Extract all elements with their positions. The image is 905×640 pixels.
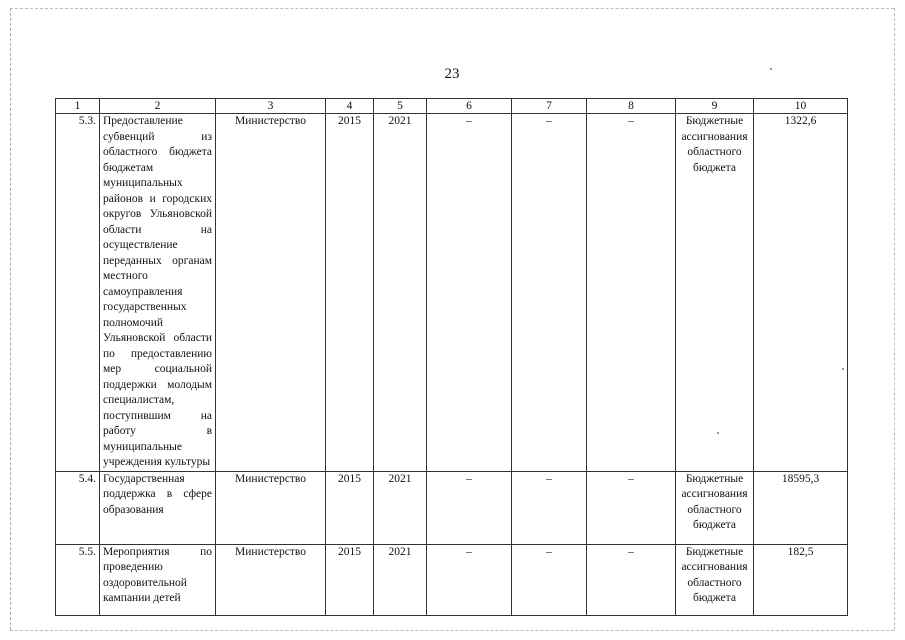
column-header: 7 [512,99,587,114]
funding-source: Бюджетные ассигнования областного бюджета [676,114,754,472]
row-number: 5.3. [56,114,100,472]
funding-source: Бюджетные ассигнования областного бюджета [676,471,754,544]
end-year: 2021 [374,114,427,472]
column-header: 2 [100,99,216,114]
scan-edge-right [894,8,895,630]
executor: Министерство [216,114,326,472]
page-number: 23 [444,66,460,82]
measure-name: Государственная поддержка в сфере образования [100,471,216,544]
column-header: 5 [374,99,427,114]
dash-cell: – [587,114,676,472]
table-row [56,114,848,472]
dash-cell: – [512,544,587,615]
scan-edge-top [10,8,894,9]
funding-source: Бюджетные ассигнования областного бюджета [676,544,754,615]
scan-speck [717,432,719,434]
column-header: 8 [587,99,676,114]
row-number: 5.4. [56,471,100,544]
dash-cell: – [512,114,587,472]
executor: Министерство [216,471,326,544]
column-header: 3 [216,99,326,114]
column-header: 1 [56,99,100,114]
funding-amount: 182,5 [754,544,848,615]
column-header: 4 [326,99,374,114]
table-row [56,544,848,615]
start-year: 2015 [326,114,374,472]
dash-cell: – [587,471,676,544]
scan-edge-left [10,8,11,630]
column-header: 6 [427,99,512,114]
dash-cell: – [587,544,676,615]
table-row [56,471,848,544]
measure-name: Мероприятия по проведению оздоровительной кампании детей [100,544,216,615]
start-year: 2015 [326,471,374,544]
start-year: 2015 [326,544,374,615]
table-header-row [56,99,848,114]
end-year: 2021 [374,544,427,615]
column-header: 9 [676,99,754,114]
measure-name: Предоставление субвенций из областного бюджета бюджетам муниципальных районов и городских округов Ульяновской области на осуществление переданных органам местного самоуправления государственных полномочий Ульяновской области по предоставлению мер социальной поддержки молодым специалистам, поступившим на работу в муниципальные учреждения культуры [100,114,216,472]
scan-speck [842,368,844,370]
dash-cell: – [427,114,512,472]
row-number: 5.5. [56,544,100,615]
scan-edge-bottom [10,630,894,631]
executor: Министерство [216,544,326,615]
end-year: 2021 [374,471,427,544]
dash-cell: – [427,544,512,615]
dash-cell: – [427,471,512,544]
measures-table [55,98,848,616]
funding-amount: 1322,6 [754,114,848,472]
scan-speck [770,68,772,70]
dash-cell: – [512,471,587,544]
column-header: 10 [754,99,848,114]
funding-amount: 18595,3 [754,471,848,544]
